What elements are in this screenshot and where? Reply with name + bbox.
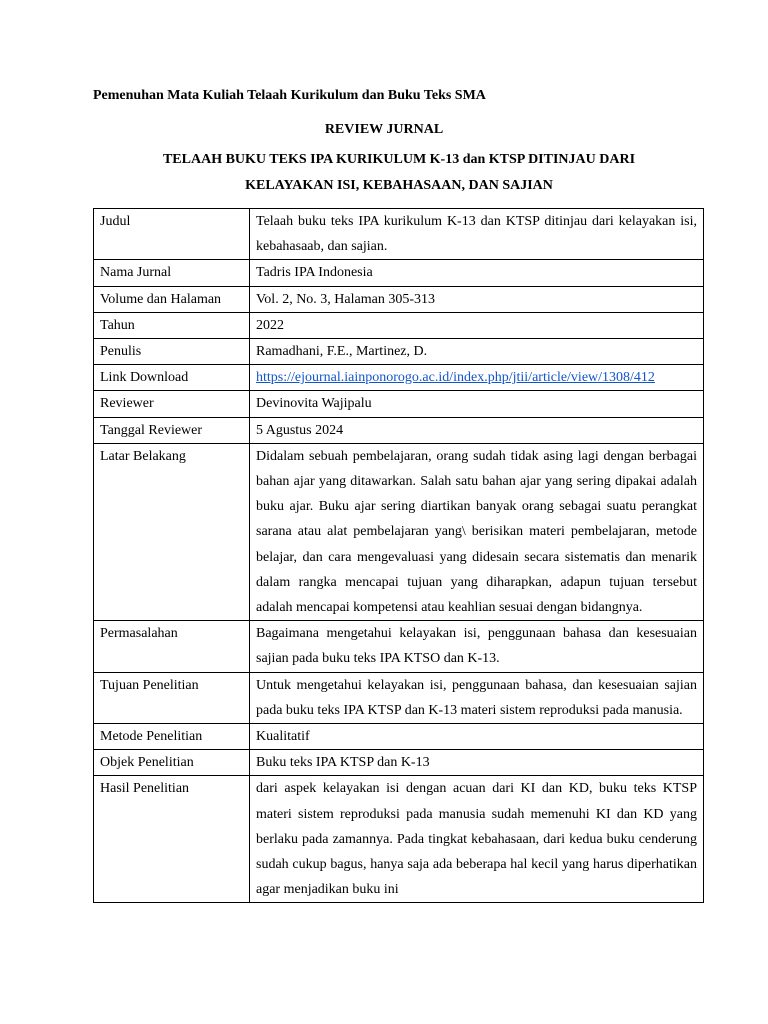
table-row xyxy=(94,209,704,260)
row-value-link-download xyxy=(250,365,704,391)
row-label-metode-penelitian: Metode Penelitian xyxy=(94,724,250,750)
course-title: Pemenuhan Mata Kuliah Telaah Kurikulum dan Buku Teks SMA xyxy=(93,88,486,103)
article-title-line-1: TELAAH BUKU TEKS IPA KURIKULUM K-13 dan KTSP DITINJAU DARI xyxy=(162,152,636,167)
row-label-nama-jurnal: Nama Jurnal xyxy=(94,260,250,286)
row-label-link-download: Link Download xyxy=(94,365,250,391)
row-value-nama-jurnal: Tadris IPA Indonesia xyxy=(250,260,704,286)
row-label-tanggal-reviewer: Tanggal Reviewer xyxy=(94,417,250,443)
row-value-objek-penelitian: Buku teks IPA KTSP dan K-13 xyxy=(250,750,704,776)
row-value-tujuan-penelitian: Untuk mengetahui kelayakan isi, penggunaan bahasa, dan kesesuaian sajian pada buku teks IPA KTSP dan K-13 materi sistem reproduksi pada manusia. xyxy=(250,672,704,723)
row-label-judul: Judul xyxy=(94,209,250,260)
row-value-judul: Telaah buku teks IPA kurikulum K-13 dan KTSP ditinjau dari kelayakan isi, kebahasaab, dan sajian. xyxy=(250,209,704,260)
row-value-hasil-penelitian: dari aspek kelayakan isi dengan acuan dari KI dan KD, buku teks KTSP materi sistem reproduksi pada manusia sudah memenuhi KI dan KD yang berlaku pada zamannya. Pada tingkat kebahasaan, dari kedua buku cenderung sudah cukup bagus, hanya saja ada beberapa hal kecil yang harus diperhatikan agar menjadikan buku ini xyxy=(250,776,704,903)
table-row xyxy=(94,286,704,312)
table-row xyxy=(94,339,704,365)
row-label-latar-belakang: Latar Belakang xyxy=(94,443,250,620)
table-row xyxy=(94,260,704,286)
table-row xyxy=(94,365,704,391)
row-label-tujuan-penelitian: Tujuan Penelitian xyxy=(94,672,250,723)
row-label-volume: Volume dan Halaman xyxy=(94,286,250,312)
table-row xyxy=(94,417,704,443)
download-link[interactable]: https://ejournal.iainponorogo.ac.id/index.php/jtii/article/view/1308/412 xyxy=(256,370,655,386)
row-value-volume: Vol. 2, No. 3, Halaman 305-313 xyxy=(250,286,704,312)
review-table xyxy=(93,208,704,903)
table-row xyxy=(94,776,704,903)
row-value-permasalahan: Bagaimana mengetahui kelayakan isi, penggunaan bahasa dan kesesuaian sajian pada buku teks IPA KTSO dan K-13. xyxy=(250,621,704,672)
row-value-tahun: 2022 xyxy=(250,312,704,338)
table-row xyxy=(94,750,704,776)
row-label-penulis: Penulis xyxy=(94,339,250,365)
table-row xyxy=(94,391,704,417)
table-row xyxy=(94,312,704,338)
row-value-metode-penelitian: Kualitatif xyxy=(250,724,704,750)
review-heading: REVIEW JURNAL xyxy=(324,122,444,137)
table-row xyxy=(94,672,704,723)
row-label-objek-penelitian: Objek Penelitian xyxy=(94,750,250,776)
article-title xyxy=(94,147,704,199)
row-value-latar-belakang: Didalam sebuah pembelajaran, orang sudah tidak asing lagi dengan berbagai bahan ajar yang ditawarkan. Salah satu bahan ajar yang sering dipakai adalah buku ajar. Buku ajar sering diartikan banyak orang sebagai suatu perangkat sarana atau alat pembelajaran yang\ berisikan materi pembelajaran, metode belajar, dan cara mengevaluasi yang didesain secara sistematis dan menarik dalam rangka mencapai tujuan yang diharapkan, adapun tujuan tersebut adalah mencapai kompetensi atau keahlian sesuai dengan bidangnya. xyxy=(250,443,704,620)
table-row xyxy=(94,621,704,672)
row-value-penulis: Ramadhani, F.E., Martinez, D. xyxy=(250,339,704,365)
row-label-permasalahan: Permasalahan xyxy=(94,621,250,672)
table-row xyxy=(94,724,704,750)
table-row xyxy=(94,443,704,620)
article-title-line-2: KELAYAKAN ISI, KEBAHASAAN, DAN SAJIAN xyxy=(245,178,553,193)
row-label-tahun: Tahun xyxy=(94,312,250,338)
row-value-tanggal-reviewer: 5 Agustus 2024 xyxy=(250,417,704,443)
row-label-hasil-penelitian: Hasil Penelitian xyxy=(94,776,250,903)
row-label-reviewer: Reviewer xyxy=(94,391,250,417)
row-value-reviewer: Devinovita Wajipalu xyxy=(250,391,704,417)
